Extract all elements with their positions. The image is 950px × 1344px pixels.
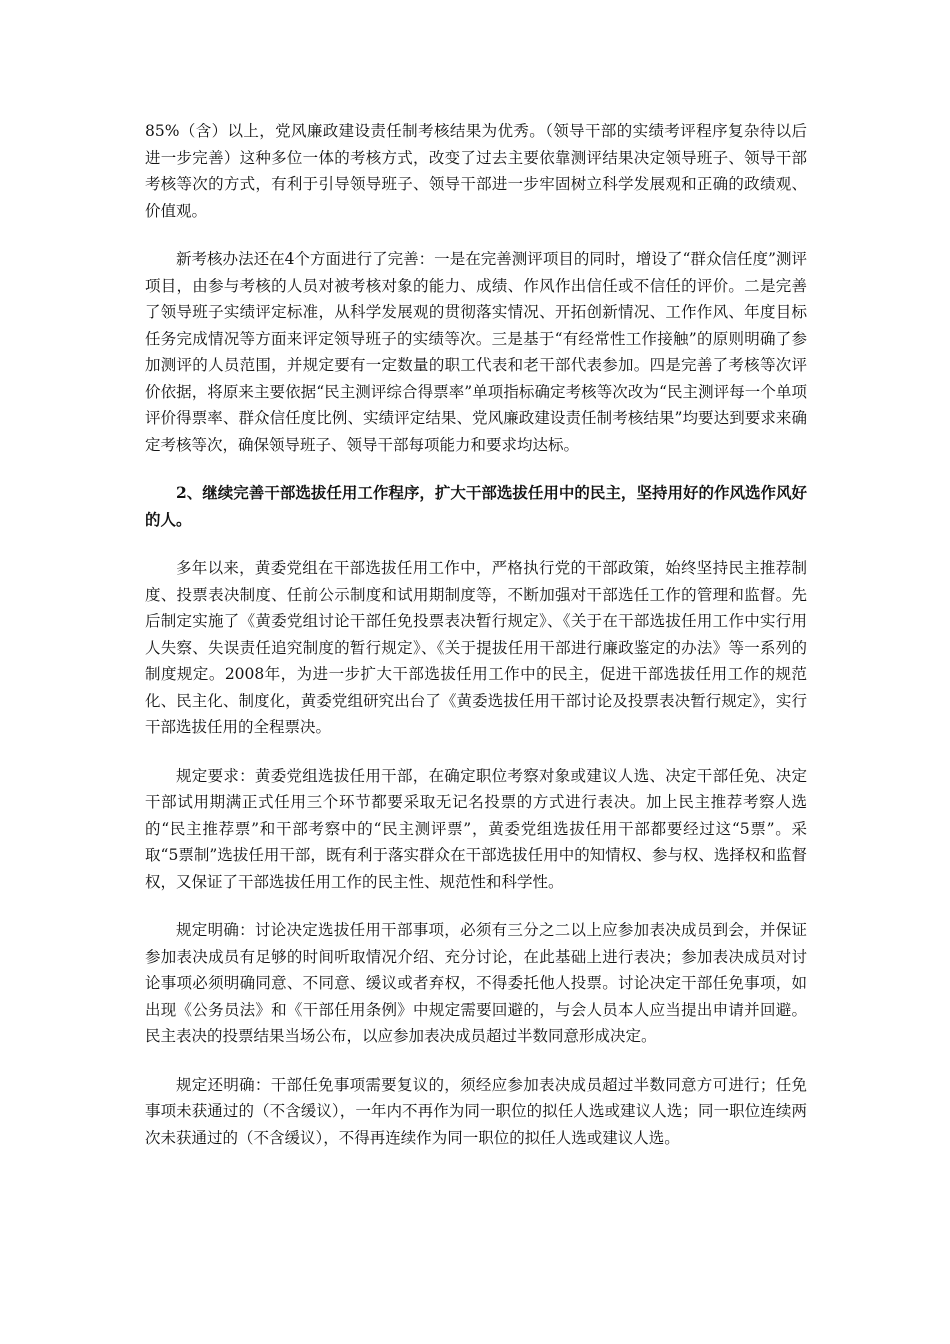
paragraph-new-assessment-method: 新考核办法还在4个方面进行了完善：一是在完善测评项目的同时，增设了“群众信任度”测评项目，由参与考核的人员对被考核对象的能力、成绩、作风作出信任或不信任的评价。二是完善了领导班子实绩评定标准，从科学发展观的贯彻落实情况、开拓创新情况、工作作风、年度目标任务完成情况等方面来评定领导班子的实绩等次。三是基于“有经常性工作接触”的原则明确了参加测评的人员范围，并规定要有一定数量的职工代表和老干部代表参加。四是完善了考核等次评价依据，将原来主要依据“民主测评综合得票率”单项指标确定考核等次改为“民主测评每一个单项评价得票率、群众信任度比例、实绩评定结果、党风廉政建设责任制考核结果”均要达到要求来确定考核等次，确保领导班子、领导干部每项能力和要求均达标。	[145, 250, 807, 454]
section-heading-cadre-selection: 2、继续完善干部选拔任用工作程序，扩大干部选拔任用中的民主，坚持用好的作风选作风好的人。	[145, 483, 807, 529]
paragraph-regulation-requirements: 规定要求：黄委党组选拔任用干部，在确定职位考察对象或建议人选、决定干部任免、决定干部试用期满正式任用三个环节都要采取无记名投票的方式进行表决。加上民主推荐考察人选的“民主推荐票”和干部考察中的“民主测评票”，黄委党组选拔任用干部都要经过这“5票”。采取“5票制”选拔任用干部，既有利于落实群众在干部选拔任用中的知情权、参与权、选择权和监督权，又保证了干部选拔任用工作的民主性、规范性和科学性。	[145, 766, 807, 891]
paragraph-cadre-selection-history: 多年以来，黄委党组在干部选拔任用工作中，严格执行党的干部政策，始终坚持民主推荐制度、投票表决制度、任前公示制度和试用期制度等，不断加强对干部选任工作的管理和监督。先后制定实施了《黄委党组讨论干部任免投票表决暂行规定》、《关于在干部选拔任用工作中实行用人失察、失误责任追究制度的暂行规定》、《关于提拔任用干部进行廉政鉴定的办法》等一系列的制度规定。2008年，为进一步扩大干部选拔任用工作中的民主，促进干部选拔任用工作的规范化、民主化、制度化，黄委党组研究出台了《黄委选拔任用干部讨论及投票表决暂行规定》，实行干部选拔任用的全程票决。	[145, 559, 807, 736]
document-page	[145, 118, 807, 1151]
paragraph-regulation-clarifications: 规定明确：讨论决定选拔任用干部事项，必须有三分之二以上应参加表决成员到会，并保证参加表决成员有足够的时间听取情况介绍、充分讨论，在此基础上进行表决；参加表决成员对讨论事项必须明确同意、不同意、缓议或者弃权，不得委托他人投票。讨论决定干部任免事项，如出现《公务员法》和《干部任用条例》中规定需要回避的，与会人员本人应当提出申请并回避。民主表决的投票结果当场公布，以应参加表决成员超过半数同意形成决定。	[145, 921, 807, 1045]
paragraph-regulation-further-clarifications: 规定还明确：干部任免事项需要复议的，须经应参加表决成员超过半数同意方可进行；任免事项未获通过的（不含缓议），一年内不再作为同一职位的拟任人选或建议人选；同一职位连续两次未获通过的（不含缓议），不得再连续作为同一职位的拟任人选或建议人选。	[145, 1075, 807, 1147]
paragraph-assessment-result: 85%（含）以上，党风廉政建设责任制考核结果为优秀。（领导干部的实绩考评程序复杂待以后进一步完善）这种多位一体的考核方式，改变了过去主要依靠测评结果决定领导班子、领导干部考核等次的方式，有利于引导领导班子、领导干部进一步牢固树立科学发展观和正确的政绩观、价值观。	[145, 122, 807, 220]
